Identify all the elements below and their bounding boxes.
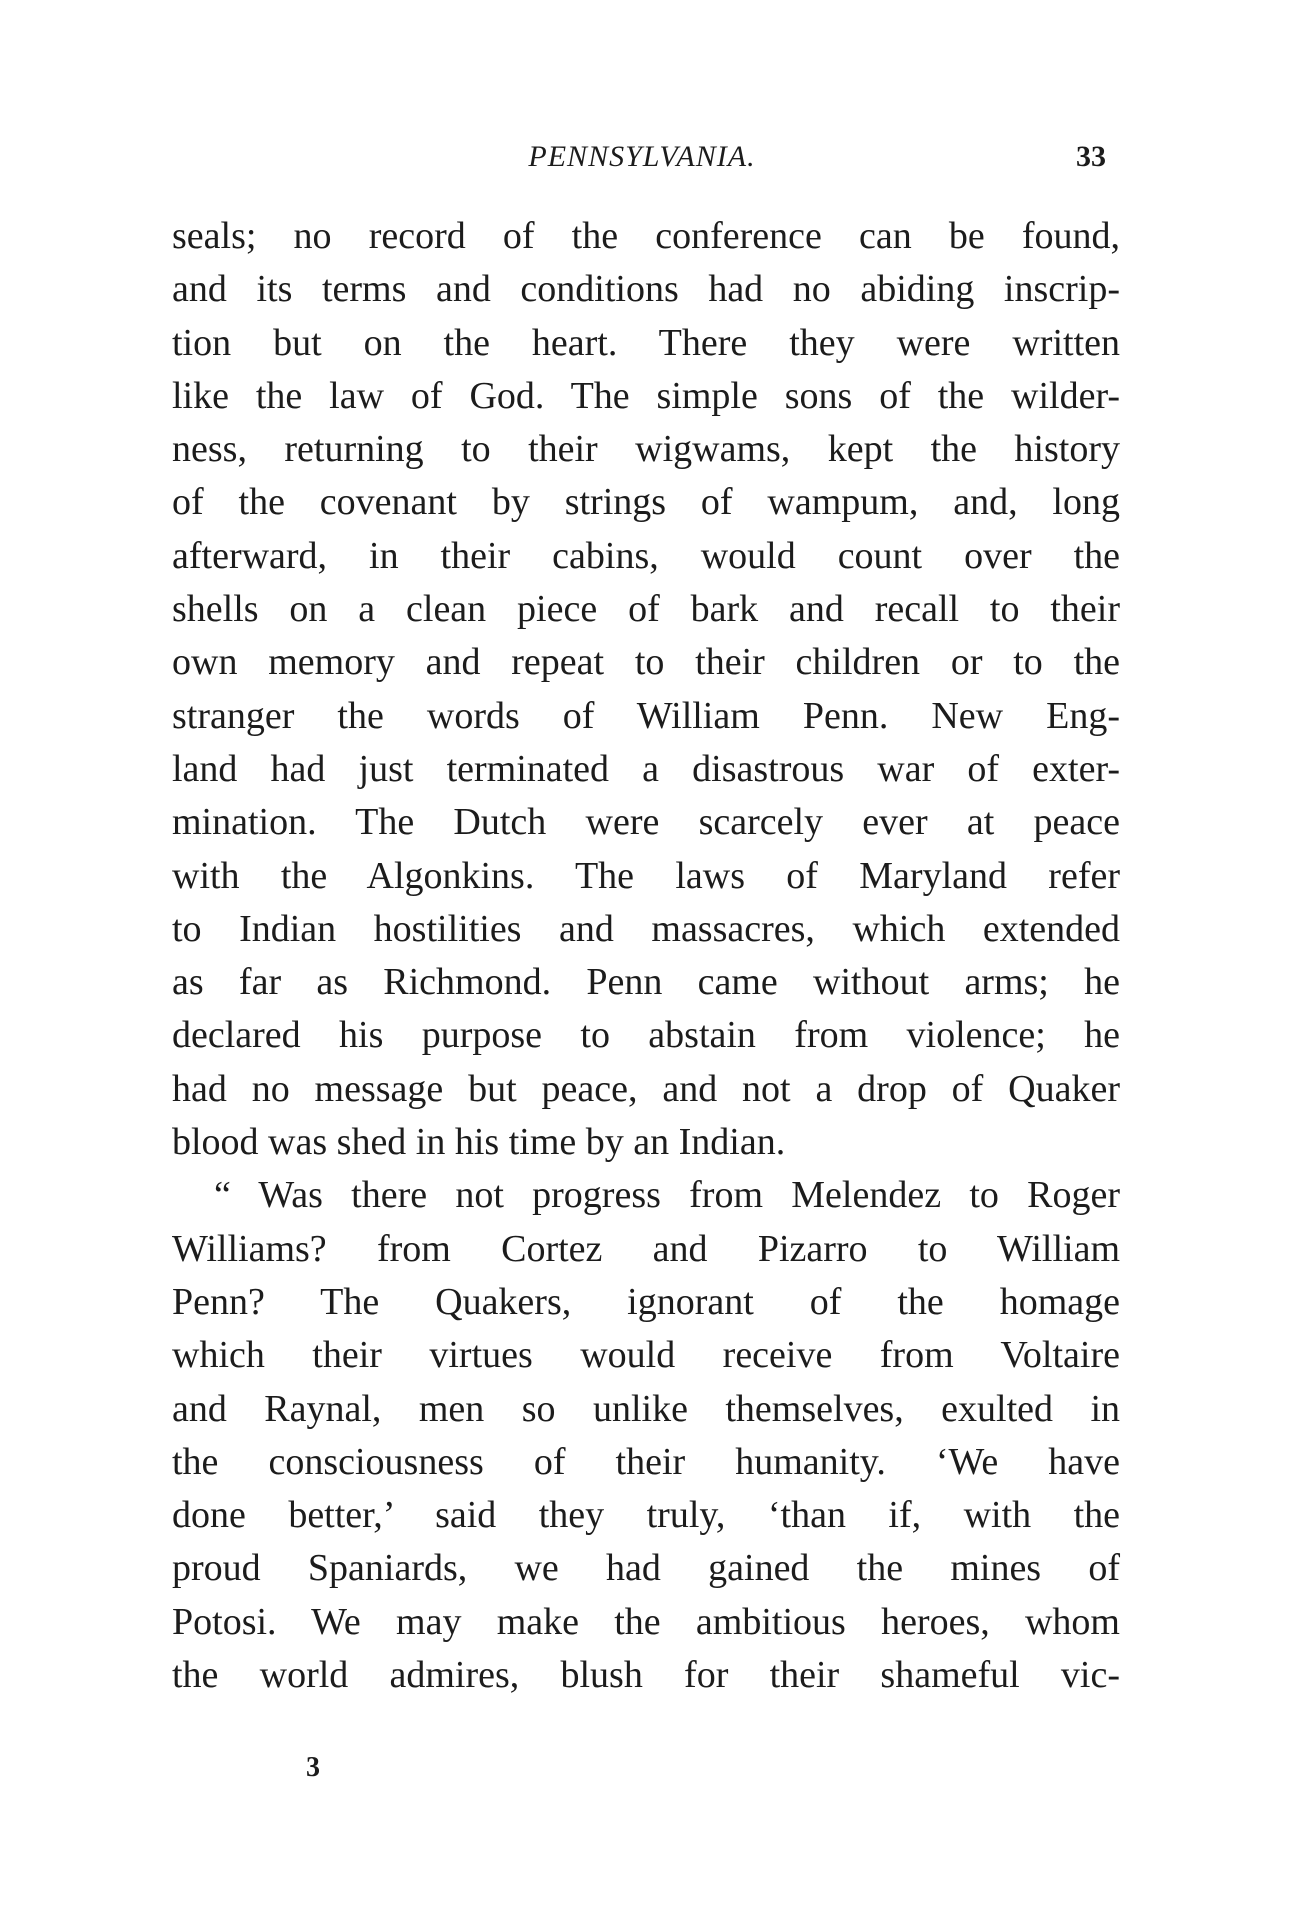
paragraph-start-line: “ Was there not progress from Melendez to Roger (214, 1174, 1120, 1217)
text-line: shells on a clean piece of bark and recall to their (172, 588, 1120, 631)
text-line: as far as Richmond. Penn came without arms; he (172, 961, 1120, 1004)
text-line: proud Spaniards, we had gained the mines of (172, 1547, 1120, 1590)
text-line: which their virtues would receive from Voltaire (172, 1334, 1120, 1377)
signature-mark: 3 (306, 1752, 320, 1783)
text-line: own memory and repeat to their children or to the (172, 641, 1120, 684)
text-line: and its terms and conditions had no abiding inscrip- (172, 268, 1120, 311)
paragraph-end-line: blood was shed in his time by an Indian. (172, 1121, 786, 1164)
text-line: Penn? The Quakers, ignorant of the homage (172, 1280, 1120, 1323)
text-line: to Indian hostilities and massacres, which extended (172, 907, 1120, 950)
text-line: with the Algonkins. The laws of Maryland refer (172, 854, 1120, 897)
text-line: declared his purpose to abstain from violence; he (172, 1014, 1120, 1057)
text-line: and Raynal, men so unlike themselves, exulted in (172, 1387, 1120, 1430)
text-line: the consciousness of their humanity. ‘We have (172, 1440, 1120, 1483)
running-title: PENNSYLVANIA. (528, 140, 756, 173)
text-line: ness, returning to their wigwams, kept the history (172, 428, 1120, 471)
text-line: of the covenant by strings of wampum, and, long (172, 481, 1120, 524)
text-line: stranger the words of William Penn. New Eng- (172, 694, 1120, 737)
text-line: had no message but peace, and not a drop of Quaker (172, 1067, 1120, 1110)
text-line: the world admires, blush for their shameful vic- (172, 1654, 1120, 1697)
text-line: land had just terminated a disastrous war of exter- (172, 747, 1120, 790)
page-number: 33 (1076, 140, 1106, 173)
text-line: mination. The Dutch were scarcely ever at peace (172, 801, 1120, 844)
text-line: tion but on the heart. There they were written (172, 321, 1120, 364)
text-line: done better,’ said they truly, ‘than if, with the (172, 1494, 1120, 1537)
body-text (172, 210, 1120, 1702)
text-line: seals; no record of the conference can be found, (172, 215, 1120, 257)
text-line: Williams? from Cortez and Pizarro to William (172, 1227, 1120, 1270)
text-line: like the law of God. The simple sons of the wilder- (172, 374, 1120, 417)
running-head (172, 140, 1112, 180)
text-line: Potosi. We may make the ambitious heroes, whom (172, 1600, 1120, 1643)
text-line: afterward, in their cabins, would count over the (172, 534, 1120, 577)
